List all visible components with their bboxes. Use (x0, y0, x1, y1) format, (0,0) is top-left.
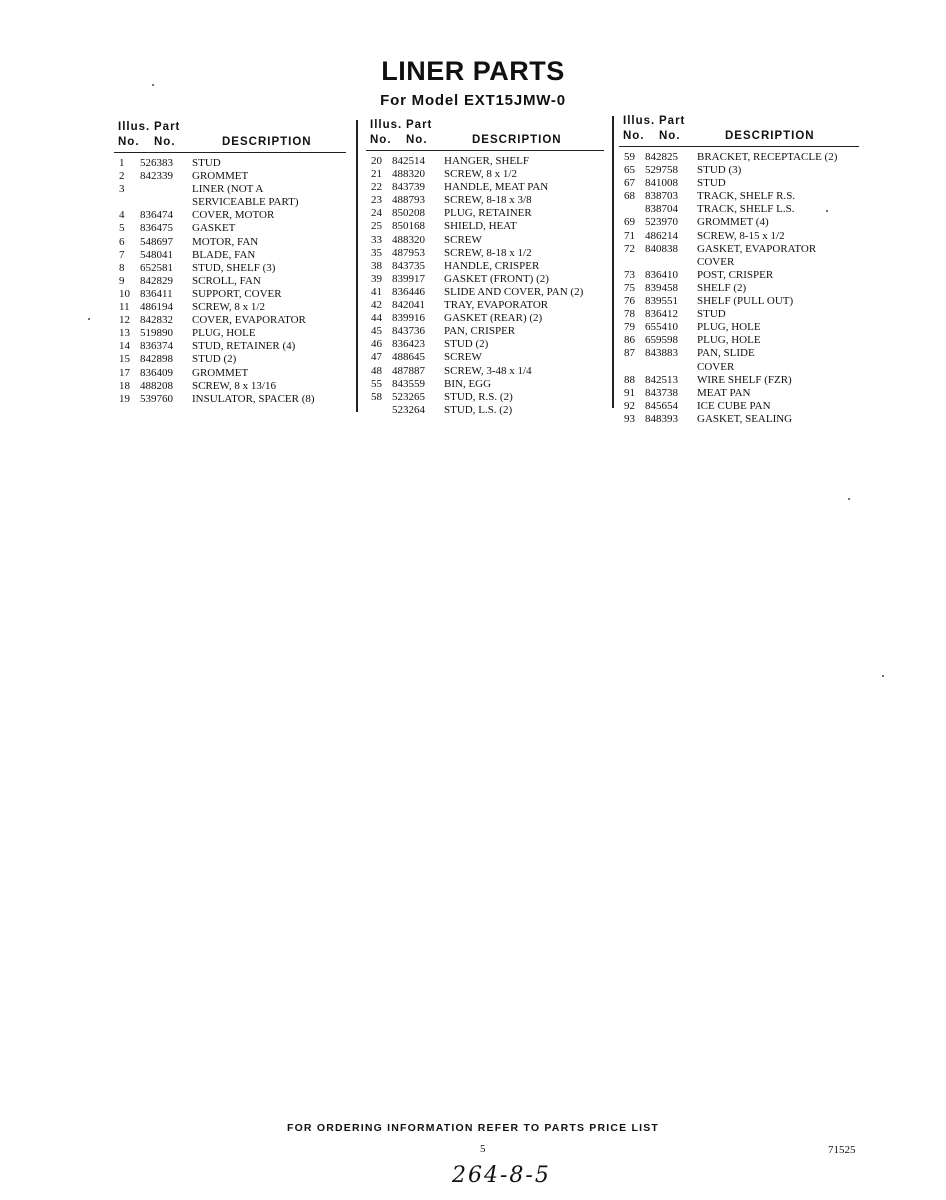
illus-number: 7 (119, 248, 125, 261)
parts-row (366, 234, 606, 247)
part-number: 836475 (140, 222, 173, 235)
illus-number: 3 (119, 183, 125, 196)
part-description: STUD, RETAINER (4) (192, 340, 296, 353)
illus-number: 20 (371, 155, 382, 167)
illus-number: 23 (371, 194, 382, 207)
parts-row (114, 275, 348, 288)
part-description: STUD (2) (444, 338, 489, 351)
parts-row (619, 256, 864, 269)
parts-row (114, 183, 348, 196)
parts-row (619, 413, 864, 426)
illus-number: 58 (371, 390, 382, 403)
document-code: 71525 (828, 1144, 856, 1156)
part-number: 843738 (645, 386, 678, 399)
parts-row (114, 222, 348, 235)
illus-number: 65 (624, 164, 635, 177)
parts-row (619, 230, 864, 243)
illus-number: 24 (371, 207, 382, 220)
part-number: 488320 (392, 168, 425, 181)
parts-row (366, 338, 606, 351)
part-number: 842514 (392, 155, 425, 167)
illus-number: 22 (371, 181, 382, 194)
illus-number: 41 (371, 285, 382, 298)
parts-row (619, 243, 864, 256)
illus-number: 42 (371, 299, 382, 312)
part-description: GASKET (FRONT) (2) (444, 272, 549, 285)
parts-column-3 (619, 115, 864, 426)
part-description: GROMMET (192, 366, 249, 379)
parts-row (366, 181, 606, 194)
parts-row (619, 400, 864, 413)
part-number: 843735 (392, 259, 425, 272)
parts-row (114, 340, 348, 353)
part-number: 840838 (645, 242, 678, 255)
part-description: COVER (697, 360, 735, 373)
parts-row (366, 220, 606, 233)
part-description: HANDLE, CRISPER (444, 259, 540, 272)
illus-number: 75 (624, 281, 635, 294)
parts-row (114, 367, 348, 380)
part-number: 839917 (392, 272, 425, 285)
illus-no-header: No. (370, 134, 392, 146)
parts-row (619, 151, 864, 164)
illus-number: 72 (624, 242, 635, 255)
part-description: SCREW, 3-48 x 1/4 (444, 364, 532, 377)
illus-number: 13 (119, 327, 130, 340)
illus-number: 67 (624, 177, 635, 190)
illus-number: 78 (624, 308, 635, 321)
part-description: SHELF (PULL OUT) (697, 295, 794, 308)
part-description: GASKET (REAR) (2) (444, 312, 543, 325)
parts-row (114, 380, 348, 393)
illus-number: 5 (119, 222, 125, 235)
illus-number: 6 (119, 235, 125, 248)
part-number: 486214 (645, 229, 678, 242)
part-description: PLUG, RETAINER (444, 207, 532, 220)
illus-number: 19 (119, 392, 130, 405)
parts-row (114, 209, 348, 222)
part-number: 836423 (392, 338, 425, 351)
part-description: SERVICEABLE PART) (192, 196, 299, 209)
part-number: 488320 (392, 233, 425, 246)
part-number: 539760 (140, 392, 173, 405)
part-description: COVER (697, 255, 735, 268)
parts-row (366, 273, 606, 286)
illus-number: 69 (624, 216, 635, 229)
illus-number: 4 (119, 209, 125, 222)
part-number: 850208 (392, 207, 425, 220)
description-header: DESCRIPTION (472, 134, 562, 146)
parts-row (619, 164, 864, 177)
part-description: SCREW, 8-18 x 3/8 (444, 194, 532, 207)
part-number: 652581 (140, 261, 173, 274)
illus-number: 25 (371, 220, 382, 233)
ordering-footer: FOR ORDERING INFORMATION REFER TO PARTS PRICE LIST (286, 1122, 660, 1134)
parts-row (366, 194, 606, 207)
part-description: GROMMET (4) (697, 216, 769, 229)
part-number: 848393 (645, 412, 678, 425)
header-rule (114, 152, 346, 153)
part-header: Part (154, 121, 181, 133)
illus-number: 91 (624, 386, 635, 399)
illus-number: 2 (119, 170, 125, 183)
part-description: STUD (3) (697, 164, 742, 177)
part-description: GASKET, SEALING (697, 412, 793, 425)
part-description: ICE CUBE PAN (697, 399, 771, 412)
part-number: 523264 (392, 403, 425, 416)
part-number: 836410 (645, 268, 678, 281)
parts-row (366, 391, 606, 404)
illus-number: 35 (371, 246, 382, 259)
part-description: PAN, CRISPER (444, 325, 516, 338)
illus-header: Illus. (118, 121, 151, 133)
part-number: 843883 (645, 347, 678, 360)
part-description: STUD (697, 308, 726, 321)
illus-number: 48 (371, 364, 382, 377)
part-description: GASKET (192, 222, 236, 235)
part-number: 487953 (392, 246, 425, 259)
part-description: MOTOR, FAN (192, 235, 259, 248)
parts-row (366, 286, 606, 299)
part-header: Part (406, 119, 433, 131)
parts-row (114, 353, 348, 366)
part-number: 548041 (140, 248, 173, 261)
illus-number: 93 (624, 412, 635, 425)
part-no-header: No. (659, 130, 681, 142)
scan-speck (88, 318, 90, 320)
parts-row (366, 325, 606, 338)
illus-number: 92 (624, 399, 635, 412)
illus-number: 59 (624, 151, 635, 163)
parts-row (366, 404, 606, 417)
illus-number: 9 (119, 274, 125, 287)
part-number: 845654 (645, 399, 678, 412)
illus-header: Illus. (370, 119, 403, 131)
part-description: PLUG, HOLE (192, 327, 256, 340)
parts-row (114, 288, 348, 301)
part-description: POST, CRISPER (697, 268, 774, 281)
model-subtitle: For Model EXT15JMW-0 (380, 92, 566, 109)
part-number: 488208 (140, 379, 173, 392)
column-header (114, 121, 348, 157)
illus-number: 15 (119, 353, 130, 366)
parts-row (619, 282, 864, 295)
part-no-header: No. (154, 136, 176, 148)
parts-row (114, 236, 348, 249)
page-title: LINER PARTS (381, 56, 565, 86)
part-description: HANDLE, MEAT PAN (444, 181, 549, 194)
part-number: 488793 (392, 194, 425, 207)
part-description: SCREW, 8-15 x 1/2 (697, 229, 785, 242)
part-description: MEAT PAN (697, 386, 751, 399)
parts-row (619, 190, 864, 203)
part-number: 836474 (140, 209, 173, 222)
part-description: LINER (NOT A (192, 183, 264, 196)
part-description: GROMMET (192, 170, 249, 183)
part-number: 526383 (140, 157, 173, 169)
part-number: 838704 (645, 203, 678, 216)
parts-row (619, 269, 864, 282)
part-description: COVER, EVAPORATOR (192, 314, 306, 327)
illus-number: 45 (371, 325, 382, 338)
illus-number: 38 (371, 259, 382, 272)
part-no-header: No. (406, 134, 428, 146)
illus-number: 12 (119, 314, 130, 327)
parts-row (114, 262, 348, 275)
illus-number: 88 (624, 373, 635, 386)
parts-column-1 (114, 121, 348, 406)
parts-row (114, 157, 348, 170)
part-description: TRACK, SHELF L.S. (697, 203, 795, 216)
scan-speck (848, 498, 850, 500)
illus-number: 71 (624, 229, 635, 242)
part-number: 850168 (392, 220, 425, 233)
parts-row (114, 170, 348, 183)
parts-row (114, 249, 348, 262)
parts-row (114, 196, 348, 209)
parts-list (114, 157, 348, 406)
parts-row (114, 327, 348, 340)
illus-number: 39 (371, 272, 382, 285)
part-number: 839551 (645, 295, 678, 308)
column-divider (612, 116, 614, 408)
part-number: 529758 (645, 164, 678, 177)
parts-row (619, 308, 864, 321)
illus-number: 33 (371, 233, 382, 246)
parts-row (114, 301, 348, 314)
scan-speck (826, 210, 828, 212)
part-number: 519890 (140, 327, 173, 340)
part-number: 836374 (140, 340, 173, 353)
illus-number: 55 (371, 377, 382, 390)
illus-number: 11 (119, 301, 130, 314)
illus-number: 44 (371, 312, 382, 325)
part-description: SCREW, 8 x 1/2 (192, 301, 265, 314)
parts-row (366, 351, 606, 364)
column-divider (356, 120, 358, 412)
parts-row (619, 334, 864, 347)
illus-number: 14 (119, 340, 130, 353)
part-description: SCROLL, FAN (192, 274, 261, 287)
part-number: 838703 (645, 190, 678, 203)
illus-number: 18 (119, 379, 130, 392)
part-description: STUD (697, 177, 726, 190)
part-description: STUD, R.S. (2) (444, 390, 513, 403)
parts-row (366, 207, 606, 220)
parts-row (366, 168, 606, 181)
page-number: 5 (480, 1143, 486, 1155)
parts-row (366, 260, 606, 273)
part-description: WIRE SHELF (FZR) (697, 373, 792, 386)
part-number: 659598 (645, 334, 678, 347)
handwritten-note: 264-8-5 (452, 1163, 551, 1188)
parts-row (366, 365, 606, 378)
parts-row (366, 299, 606, 312)
illus-header: Illus. (623, 115, 656, 127)
part-description: PLUG, HOLE (697, 334, 761, 347)
description-header: DESCRIPTION (725, 130, 815, 142)
column-header (366, 119, 606, 155)
part-description: SCREW, 8-18 x 1/2 (444, 246, 532, 259)
part-description: STUD, SHELF (3) (192, 261, 276, 274)
illus-number: 68 (624, 190, 635, 203)
part-description: STUD (192, 157, 221, 169)
part-description: GASKET, EVAPORATOR (697, 242, 817, 255)
part-number: 488645 (392, 351, 425, 364)
parts-row (366, 155, 606, 168)
part-number: 523970 (645, 216, 678, 229)
part-number: 839916 (392, 312, 425, 325)
part-number: 523265 (392, 390, 425, 403)
parts-row (619, 216, 864, 229)
parts-row (366, 378, 606, 391)
part-number: 836411 (140, 287, 173, 300)
header-rule (619, 146, 859, 147)
part-description: SLIDE AND COVER, PAN (2) (444, 285, 584, 298)
part-number: 487887 (392, 364, 425, 377)
illus-number: 76 (624, 295, 635, 308)
part-number: 836446 (392, 285, 425, 298)
parts-row (114, 393, 348, 406)
parts-row (619, 387, 864, 400)
part-number: 836409 (140, 366, 173, 379)
illus-no-header: No. (623, 130, 645, 142)
scan-speck (152, 84, 154, 86)
illus-number: 21 (371, 168, 382, 181)
part-description: SHIELD, HEAT (444, 220, 517, 233)
illus-number: 73 (624, 268, 635, 281)
illus-number: 47 (371, 351, 382, 364)
illus-number: 79 (624, 321, 635, 334)
part-number: 843736 (392, 325, 425, 338)
part-number: 842825 (645, 151, 678, 163)
illus-number: 8 (119, 261, 125, 274)
part-number: 843739 (392, 181, 425, 194)
parts-row (366, 247, 606, 260)
illus-number: 10 (119, 287, 130, 300)
part-number: 548697 (140, 235, 173, 248)
parts-list (619, 151, 864, 426)
part-number: 842041 (392, 299, 425, 312)
part-description: HANGER, SHELF (444, 155, 529, 167)
parts-column-2 (366, 119, 606, 417)
part-number: 655410 (645, 321, 678, 334)
illus-number: 46 (371, 338, 382, 351)
part-description: SCREW (444, 233, 482, 246)
illus-number: 1 (119, 157, 125, 169)
header-rule (366, 150, 604, 151)
part-description: TRAY, EVAPORATOR (444, 299, 549, 312)
illus-number: 17 (119, 366, 130, 379)
illus-number: 86 (624, 334, 635, 347)
part-number: 841008 (645, 177, 678, 190)
part-description: BRACKET, RECEPTACLE (2) (697, 151, 838, 163)
parts-row (619, 177, 864, 190)
part-number: 842339 (140, 170, 173, 183)
description-header: DESCRIPTION (222, 136, 312, 148)
parts-row (619, 321, 864, 334)
part-description: BIN, EGG (444, 377, 492, 390)
parts-row (619, 374, 864, 387)
parts-row (114, 314, 348, 327)
part-description: SHELF (2) (697, 281, 747, 294)
part-description: SCREW (444, 351, 482, 364)
part-description: COVER, MOTOR (192, 209, 275, 222)
illus-no-header: No. (118, 136, 140, 148)
column-header (619, 115, 864, 151)
part-description: BLADE, FAN (192, 248, 256, 261)
parts-row (366, 312, 606, 325)
part-header: Part (659, 115, 686, 127)
part-description: INSULATOR, SPACER (8) (192, 392, 315, 405)
part-description: STUD (2) (192, 353, 237, 366)
parts-list (366, 155, 606, 417)
part-number: 843559 (392, 377, 425, 390)
part-description: SUPPORT, COVER (192, 287, 282, 300)
part-number: 842898 (140, 353, 173, 366)
part-description: PAN, SLIDE (697, 347, 755, 360)
illus-number: 87 (624, 347, 635, 360)
part-description: PLUG, HOLE (697, 321, 761, 334)
part-description: SCREW, 8 x 13/16 (192, 379, 276, 392)
parts-row (619, 347, 864, 360)
parts-row (619, 295, 864, 308)
part-description: STUD, L.S. (2) (444, 403, 513, 416)
parts-row (619, 361, 864, 374)
part-number: 842513 (645, 373, 678, 386)
part-description: TRACK, SHELF R.S. (697, 190, 796, 203)
part-number: 842829 (140, 274, 173, 287)
scan-speck (882, 675, 884, 677)
part-number: 839458 (645, 281, 678, 294)
part-number: 842832 (140, 314, 173, 327)
part-description: SCREW, 8 x 1/2 (444, 168, 517, 181)
part-number: 486194 (140, 301, 173, 314)
part-number: 836412 (645, 308, 678, 321)
